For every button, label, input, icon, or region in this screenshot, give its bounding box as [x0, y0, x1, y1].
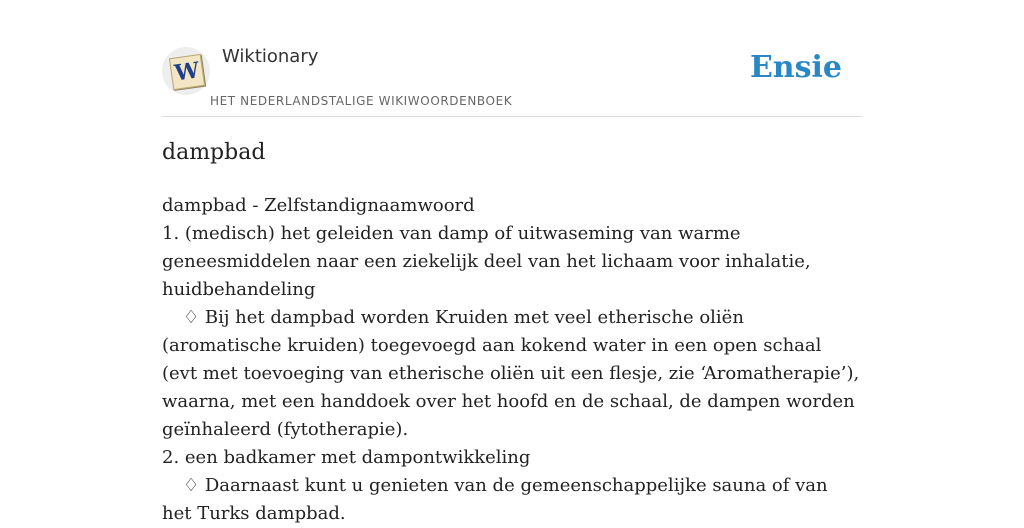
site-name[interactable]: Wiktionary — [222, 46, 319, 67]
word-class: dampbad - Zelfstandignaamwoord — [162, 195, 475, 216]
wiktionary-logo[interactable] — [162, 47, 210, 95]
sense-example: ♢ Bij het dampbad worden Kruiden met veel etherische oliën (aromatische kruiden) toegevoegd aan kokend water in een open schaal (evt met toevoeging van etherische oliën uit een flesje, zie ‘Aromatherapie’), waarna, met een handdoek over het hoofd en de schaal, de dampen worden geïnhaleerd (fytotherapie). — [162, 307, 860, 440]
sense-example: ♢ Daarnaast kunt u genieten van de gemeenschappelijke sauna of van het Turks dampbad. — [162, 475, 828, 524]
wiktionary-logo-icon: W — [169, 54, 205, 90]
sense-definition: 1. (medisch) het geleiden van damp of uitwaseming van warme geneesmiddelen naar een ziekelijk deel van het lichaam voor inhalatie, huidbehandeling — [162, 223, 811, 300]
page-wrapper — [162, 0, 862, 524]
site-header — [162, 0, 862, 117]
page-title: dampbad — [162, 140, 266, 165]
site-tagline: HET NEDERLANDSTALIGE WIKIWOORDENBOEK — [210, 94, 513, 108]
ensie-brand-link[interactable]: Ensie — [749, 50, 842, 85]
entry-content — [162, 192, 862, 528]
sense-definition: 2. een badkamer met dampontwikkeling — [162, 447, 531, 468]
